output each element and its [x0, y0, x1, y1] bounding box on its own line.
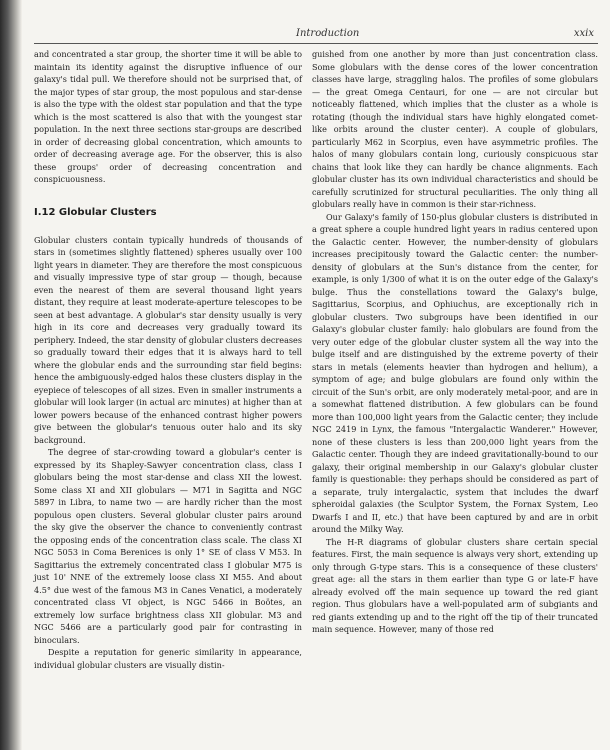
running-header — [34, 20, 598, 38]
paragraph: guished from one another by more than just concentration class. Some globulars with the dense cores of the lower concentration classes have large, straggling halos. The profiles of some globulars — the great Omega Centauri, for one — are not circular but noticeably flattened, which implies that the cluster as a whole is rotating (though the individual stars have highly elongated comet-like orbits around the cluster center). A couple of globulars, particularly M62 in Scorpius, even have asymmetric profiles. The halos of many globulars contain long, curiously conspicuous star chains that look like they can hardly be chance alignments. Each globular cluster has its own individual characteristics and should be carefully scrutinized for structural peculiarities. The only thing all globulars really have in common is their star-richness. — [312, 49, 598, 209]
paragraph: The H-R diagrams of globular clusters share certain special features. First, the main sequence is always very short, extending up only through G-type stars. This is a consequence of these clusters' great age: all the stars in them earlier than type G or late-F have already evolved off the main sequence up toward the red giant region. Thus globulars have a well-populated arm of subgiants and red giants extending up and to the right off the tip of their truncated main sequence. However, many of those red — [312, 536, 598, 634]
header-rule — [34, 43, 598, 44]
paragraph: The degree of star-crowding toward a globular's center is expressed by its Shapley-Sawyer concentration class, class I globulars being the most star-dense and class XII the lowest. Some class XI and XII globulars — M71 in Sagitta and NGC 5897 in Libra, to name two — are hardly richer than the most populous open clusters. Several globular cluster pairs around the sky give the observer the chance to conveniently contrast the opposing ends of the concentration class scale. The class XI NGC 5053 in Coma Berenices is only 1° SE of class V M53. In Sagittarius the extremely concentrated class I globular M75 is just 10' NNE of the extremely loose class XI M55. And about 4.5° due west of the famous M3 in Canes Venatici, a moderately concentrated class VI object, is NGC 5466 in Boötes, an extremely low surface brightness class XII globular. M3 and NGC 5466 are a particularly good pair for contrasting in binoculars. — [34, 447, 302, 645]
paragraph: and concentrated a star group, the shorter time it will be able to maintain its identity against the disruptive influence of our galaxy's tidal pull. We therefore should not be surprised that, of the major types of star group, the most populous and star-dense is also the type with the oldest star population and that the type which is the most scattered is also that with the youngest star population. In the next three sections star-groups are described in order of decreasing global concentration, which amounts to order of decreasing average age. For the observer, this is also these groups' order of decreasing concentration and conspicuousness. — [34, 49, 302, 184]
paragraph: Despite a reputation for generic similarity in appearance, individual globular clusters are visually distin- — [34, 647, 302, 670]
page-number: xxix — [573, 28, 594, 39]
paragraph: Globular clusters contain typically hundreds of thousands of stars in (sometimes slightly flattened) spheres usually over 100 light years in diameter. They are therefore the most conspicuous and visually impressive type of star group — though, because even the nearest of them are several thousand light years distant, they require at least moderate-aperture telescopes to be seen at best advantage. A globular's star density usually is very high in its core and decreases very gradually toward its periphery. Indeed, the star density of globular clusters decreases so gradually toward their edges that it is always hard to tell where the globular ends and the surrounding star field begins: hence the ambiguously-edged halos these clusters display in the eyepiece of telescopes of all sizes. Even in smaller instruments a globular will look larger (in actual arc minutes) at higher than at lower powers because of the enhanced contrast higher powers give between the globular's tenuous outer halo and its sky background. — [34, 234, 302, 445]
section-heading: I.12 Globular Clusters — [34, 206, 157, 218]
book-page — [22, 0, 610, 750]
right-column — [312, 48, 598, 636]
paragraph: Our Galaxy's family of 150-plus globular clusters is distributed in a great sphere a couple hundred light years in radius centered upon the Galactic center. However, the number-density of globulars increases precipitously toward the Galactic center: the number-density of globulars at the Sun's distance from the center, for example, is only 1/300 of what it is on the outer edge of the Galaxy's bulge. Thus the constellations toward the Galaxy's bulge, Sagittarius, Scorpius, and Ophiuchus, are exceptionally rich in globular clusters. Two subgroups have been identified in our Galaxy's globular cluster family: halo globulars are found from the very outer edge of the globular cluster system all the way into the bulge itself and are distinguished by the extreme poverty of their stars in metals (elements heavier than hydrogen and helium), a symptom of age; and bulge globulars are found only within the circuit of the Sun's orbit, are only moderately metal-poor, and are in a somewhat flattened distribution. A few globulars can be found more than 100,000 light years from the Galactic center; they include NGC 2419 in Lynx, the famous "Intergalactic Wanderer." However, none of these clusters is less than 200,000 light years from the Galactic center. Though they are indeed gravitationally-bound to our galaxy, their original membership in our Galaxy's globular cluster family is questionable: they perhaps should be considered as part of a separate, truly intergalactic, system that includes the dwarf spheroidal galaxies (the Sculptor System, the Fornax System, Leo Dwarfs I and II, etc.) that have been captured by and are in orbit around the Milky Way. — [312, 211, 598, 534]
running-title: Introduction — [296, 28, 360, 39]
left-column — [34, 48, 302, 671]
book-gutter-shadow — [0, 0, 22, 750]
